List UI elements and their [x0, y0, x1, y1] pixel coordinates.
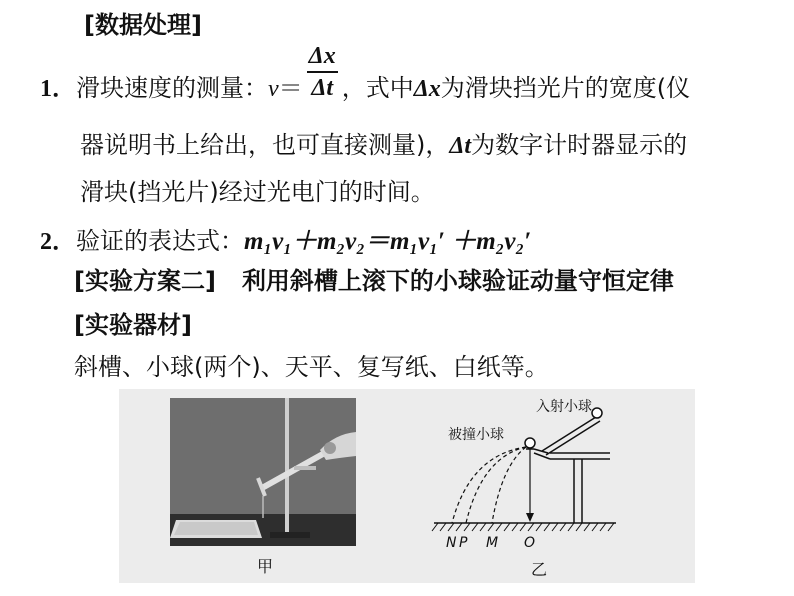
point-o: O	[524, 535, 536, 551]
section-heading-data-processing: [数据处理]	[84, 11, 202, 39]
point-p: P	[459, 535, 468, 551]
item-1-line-2	[80, 130, 687, 161]
delta-t-symbol: Δt	[449, 133, 472, 159]
item-2-label: 验证的表达式：	[76, 227, 244, 255]
item-1-label: 滑块速度的测量：	[76, 74, 268, 102]
momentum-formula: m₁v₁＋m₂v₂＝m₁v₁′ ＋m₂v₂′	[244, 228, 532, 255]
item-2-number: 2．	[40, 229, 76, 255]
item-1-number: 1．	[40, 76, 76, 102]
section-heading-equipment: [实验器材]	[74, 311, 192, 339]
point-n: N	[446, 535, 457, 551]
equipment-list: 斜槽、小球(两个)、天平、复写纸、白纸等。	[74, 353, 549, 381]
fraction-denominator: Δt	[311, 75, 334, 101]
scheme-2-tag: [实验方案二]	[74, 267, 216, 295]
apparatus-photo-drawing	[170, 398, 356, 546]
fraction-numerator: Δx	[307, 41, 338, 73]
delta-x-symbol: Δx	[413, 76, 441, 102]
item-1-line-1	[40, 43, 691, 104]
item-1-line-2-b: 为数字计时器显示的	[471, 131, 688, 159]
collision-diagram	[430, 395, 620, 560]
item-1-line-2-a: 器说明书上给出，也可直接测量)，	[80, 131, 450, 159]
point-m: M	[486, 535, 499, 551]
label-struck-ball: 被撞小球	[448, 427, 504, 443]
velocity-symbol: v	[268, 76, 279, 102]
caption-left: 甲	[257, 557, 274, 576]
velocity-fraction	[307, 41, 338, 103]
item-1-text-b: 为滑块挡光片的宽度(仪	[440, 74, 691, 102]
scheme-2-title: 利用斜槽上滚下的小球验证动量守恒定律	[241, 267, 674, 295]
apparatus-photo	[170, 398, 356, 546]
item-2-line	[40, 226, 531, 257]
item-1-line-3: 滑块(挡光片)经过光电门的时间。	[80, 178, 435, 206]
label-incident-ball: 入射小球	[536, 399, 592, 415]
equals-sign: ＝	[278, 74, 303, 102]
caption-right: 乙	[531, 560, 548, 579]
item-1-text-a: ，式中	[341, 74, 414, 102]
scheme-2-heading	[74, 266, 674, 296]
